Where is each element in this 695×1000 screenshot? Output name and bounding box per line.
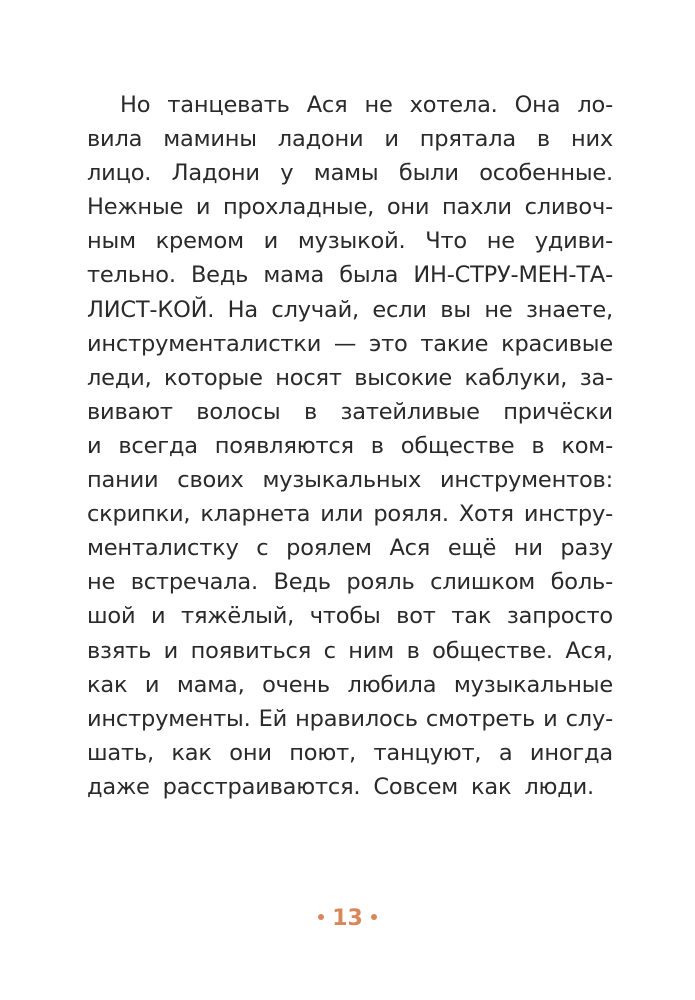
text-line: как и мама, очень любила музыкальные xyxy=(87,671,613,698)
text-line: тельно. Ведь мама была ИН-СТРУ-МЕН-ТА- xyxy=(87,262,613,289)
text-line: менталистку с роялем Ася ещё ни разу xyxy=(87,535,613,562)
text-line: не встречала. Ведь рояль слишком боль- xyxy=(87,569,613,596)
text-line: лицо. Ладони у мамы были особенные. xyxy=(87,160,613,187)
text-line: ным кремом и музыкой. Что не удиви- xyxy=(87,228,613,255)
bullet-dot-icon xyxy=(318,914,324,920)
text-line: вивают волосы в затейливые причёски xyxy=(87,398,613,425)
text-line: взять и появиться с ним в обществе. Ася, xyxy=(87,637,613,664)
text-line: инструменталистки — это такие красивые xyxy=(87,330,613,357)
text-line: даже расстраиваются. Совсем как люди. xyxy=(87,773,594,800)
text-line: вила мамины ладони и прятала в них xyxy=(87,126,613,153)
text-line: скрипки, кларнета или рояля. Хотя инстру- xyxy=(87,501,613,528)
page-number-value: 13 xyxy=(332,906,363,931)
text-line: Но танцевать Ася не хотела. Она ло- xyxy=(120,92,613,118)
bullet-dot-icon xyxy=(371,914,377,920)
text-line: ЛИСТ-КОЙ. На случай, если вы не знаете, xyxy=(87,296,613,323)
text-line: шать, как они поют, танцуют, а иногда xyxy=(87,739,613,766)
text-line: Нежные и прохладные, они пахли сливоч- xyxy=(87,194,613,221)
text-line: пании своих музыкальных инструментов: xyxy=(87,467,613,494)
text-line: инструменты. Ей нравилось смотреть и слу- xyxy=(87,705,613,732)
text-line: и всегда появляются в обществе в ком- xyxy=(87,432,613,459)
page-number xyxy=(0,906,695,931)
text-line: леди, которые носят высокие каблуки, за- xyxy=(87,364,613,391)
text-line: шой и тяжёлый, чтобы вот так запросто xyxy=(87,603,613,630)
paragraph xyxy=(87,88,613,804)
